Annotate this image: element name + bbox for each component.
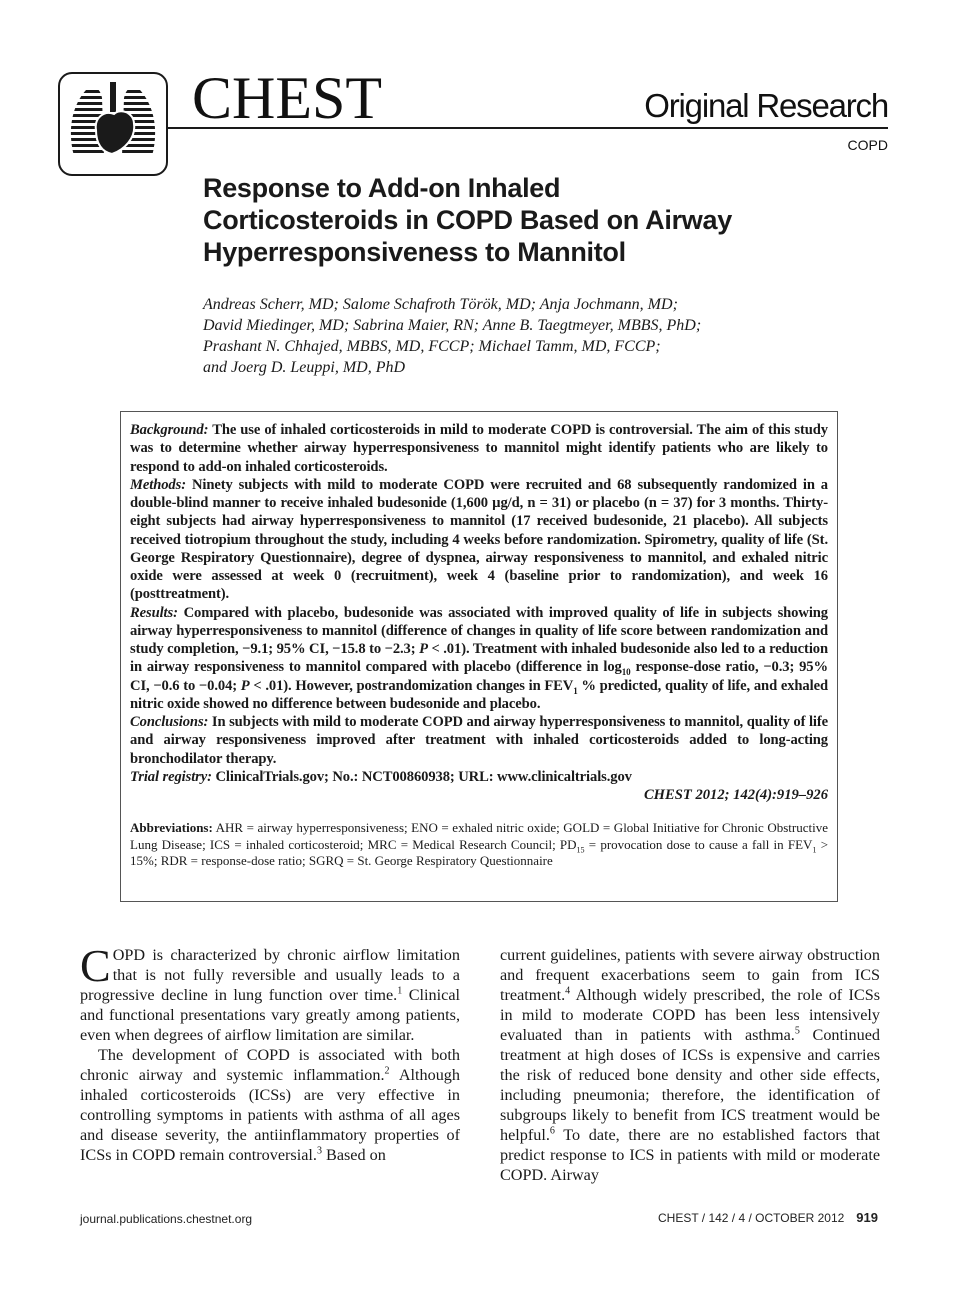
body-text: current guidelines, patients with severe airway obstruction and frequent exacerbations seem to gain from ICS treatment. [500, 946, 880, 1004]
section-label: Original Research [644, 87, 888, 124]
reference-marker[interactable]: 1 [397, 985, 403, 997]
title-line: Response to Add-on Inhaled [203, 173, 561, 203]
abbreviations-heading: Abbreviations: [130, 820, 213, 836]
author-line: and Joerg D. Leuppi, MD, PhD [203, 359, 406, 376]
body-text: To date, there are no established factors that predict response to ICS in patients with mild or moderate COPD. Airway [500, 1126, 880, 1184]
reference-marker[interactable]: 2 [384, 1065, 390, 1077]
header-rule [166, 127, 888, 129]
abstract-heading: Results: [130, 604, 178, 621]
body-text: Based on [321, 1146, 386, 1164]
abstract-body: Ninety subjects with mild to moderate COPD were recruited and 68 subsequently randomized in a double-blind manner to receive inhaled budesonide (1,600 µg/d, n = 31) or placebo (n = 37) for 3 months. Thirty-eight subjects had airway hyperresponsiveness to mannitol (17 received budesonide, 21 placebo). All subjects received tiotropium throughout the study, including 4 weeks before randomization. Spirometry, quality of life (St. George Respiratory Questionnaire), degree of dyspnea, airway responsiveness to mannitol, and exhaled nitric oxide were assessed at week 0 (recruitment), week 4 (baseline prior to randomization), and week 16 (posttreatment). [130, 476, 828, 603]
body-text: Continued treatment at high doses of ICSs is expensive and carries the risk of reduced bone density and other side effects, including pneumonia; therefore, the identification of subgroups likely to benefit from ICS treatment would be helpful. [500, 1026, 880, 1144]
page-number: 919 [856, 1210, 878, 1225]
issue-info [658, 1210, 878, 1226]
subscript: 1 [812, 845, 817, 855]
p-value-symbol: P [240, 677, 250, 694]
abbreviations-text: = provocation dose to cause a fall in FEV [588, 836, 813, 852]
journal-url[interactable]: journal.publications.chestnet.org [80, 1212, 253, 1226]
reference-marker[interactable]: 6 [549, 1125, 555, 1137]
author-line: David Miedinger, MD; Sabrina Maier, RN; Anne B. Taegtmeyer, MBBS, PhD; [203, 317, 702, 334]
journal-name: CHEST [192, 65, 383, 131]
abstract-heading: Trial registry: [130, 768, 212, 785]
body-column-right [500, 945, 880, 1185]
article-citation: CHEST 2012; 142(4):919–926 [643, 787, 828, 803]
title-line: Corticosteroids in COPD Based on Airway [203, 205, 732, 235]
p-value-symbol: P [419, 641, 428, 657]
body-text: The development of COPD is associated with both chronic airway and systemic inflammation. [80, 1046, 460, 1084]
abbreviations-text: > 15%; RDR = response-dose ratio; SGRQ = St. George Respiratory Questionnaire [130, 836, 829, 869]
body-column-left [80, 940, 460, 1165]
abstract-text [130, 421, 828, 786]
body-text: Although widely prescribed, the role of ICSs in mild to moderate COPD has been less intensively evaluated than in patients with asthma. [500, 986, 880, 1044]
reference-marker[interactable]: 4 [565, 985, 571, 997]
author-line: Andreas Scherr, MD; Salome Schafroth Török, MD; Anja Jochmann, MD; [203, 296, 678, 313]
abstract-trial-registry [130, 768, 828, 786]
subscript: 15 [576, 845, 585, 855]
drop-cap: C [80, 940, 111, 991]
reference-marker[interactable]: 5 [794, 1025, 800, 1037]
subscript: 10 [621, 667, 631, 678]
author-line: Prashant N. Chhajed, MBBS, MD, FCCP; Michael Tamm, MD, FCCP; [203, 338, 661, 355]
abstract-body: % predicted, quality of life, and exhaled nitric oxide showed no difference between budesonide and placebo. [130, 677, 828, 712]
abstract-heading: Conclusions: [130, 714, 209, 730]
abstract-body: The use of inhaled corticosteroids in mild to moderate COPD is controversial. The aim of this study was to determine whether airway hyperresponsiveness to mannitol might identify patients who are likely to respond to add-on inhaled corticosteroids. [130, 422, 828, 475]
body-text: Clinical and functional presentations vary greatly among patients, even when degrees of airflow limitation are similar. [80, 986, 460, 1044]
abstract-body: ClinicalTrials.gov; No.: NCT00860938; URL: www.clinicaltrials.gov [215, 768, 632, 785]
abbreviations-text: AHR = airway hyperresponsiveness; ENO = exhaled nitric oxide; GOLD = Global Initiative for Chronic Obstructive Lung Disease; ICS = inhaled corticosteroid; MRC = Medical Research Council; PD [130, 820, 828, 852]
abstract-box [120, 411, 838, 902]
issue-label: CHEST / 142 / 4 / OCTOBER 2012 [657, 1211, 845, 1225]
abstract-background [130, 421, 828, 476]
reference-marker[interactable]: 3 [316, 1145, 322, 1157]
subscript: 1 [573, 685, 578, 696]
abbreviations [130, 820, 828, 870]
body-text: OPD is characterized by chronic airflow limitation that is not fully reversible and usually leads to a progressive decline in lung function over time. [80, 946, 460, 1004]
abstract-results [130, 604, 828, 714]
body-paragraph [500, 945, 880, 1185]
abstract-methods [130, 476, 828, 604]
body-paragraph [80, 940, 460, 1045]
abstract-conclusions [130, 713, 828, 768]
abstract-body: In subjects with mild to moderate COPD and airway hyperresponsiveness to mannitol, quality of life and airway responsiveness improved after treatment with inhaled corticosteroids added to long-acting bronchodilator therapy. [130, 714, 828, 767]
lungs-heart-logo-icon [60, 74, 166, 174]
abstract-body: Compared with placebo, budesonide was associated with improved quality of life in subjects showing airway hyperresponsiveness to mannitol (difference of changes in quality of life score between randomization and study completion, −9.1; 95% CI, −15.8 to −2.3; [130, 604, 828, 657]
abstract-heading: Background: [130, 422, 209, 438]
abstract-body: < .01). Treatment with inhaled budesonide also led to a reduction in airway responsiveness to mannitol compared with placebo (difference in log [130, 641, 828, 676]
article-title [203, 172, 883, 268]
topic-label: COPD [847, 137, 888, 153]
body-paragraph [80, 1045, 460, 1165]
author-list [203, 294, 843, 378]
title-line: Hyperresponsiveness to Mannitol [203, 237, 626, 267]
body-text: Although inhaled corticosteroids (ICSs) are very effective in controlling symptoms in patients with asthma of all ages and disease severity, the antiinflammatory properties of ICSs in COPD remain controversial. [80, 1066, 460, 1164]
abstract-body: < .01). However, postrandomization changes in FEV [253, 677, 574, 694]
abstract-heading: Methods: [130, 476, 186, 493]
abstract-body: response-dose ratio, −0.3; 95% CI, −0.6 to −0.04; [130, 659, 828, 694]
journal-logo [58, 72, 168, 176]
